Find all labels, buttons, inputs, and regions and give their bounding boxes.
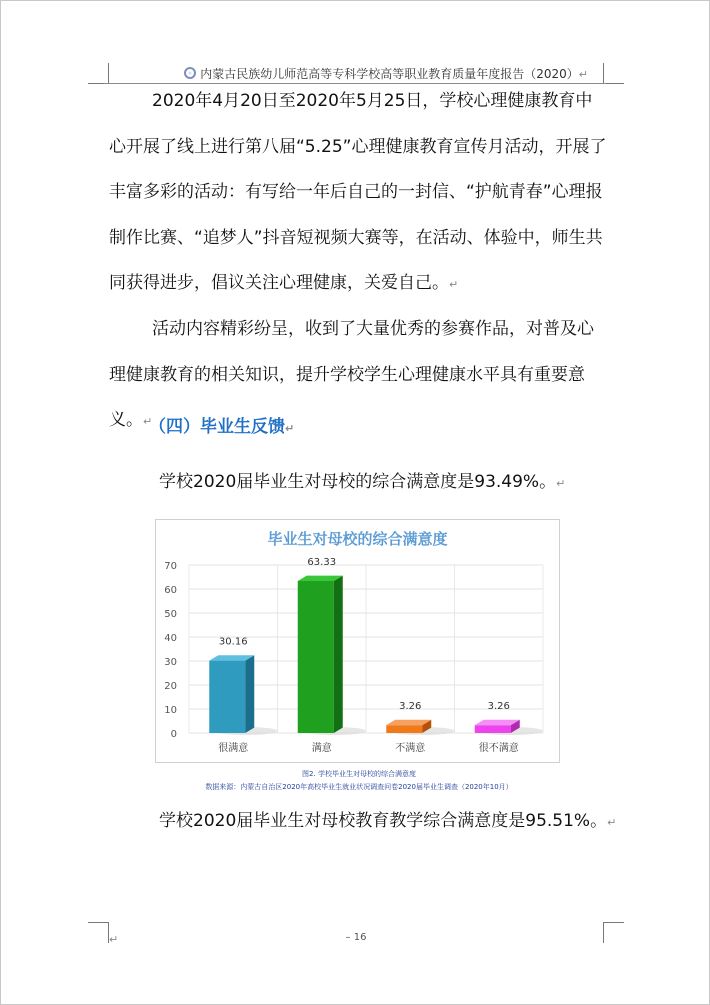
figure-caption: 图2. 学校毕业生对母校的综合满意度 [302,770,416,778]
chart-canvas [156,520,559,762]
paragraph-mark-icon: ↵ [109,933,119,946]
y-tick-label: 70 [164,561,177,572]
paragraph-mark-icon: ↵ [285,422,295,435]
y-tick-label: 20 [164,681,177,692]
y-tick-label: 30 [164,657,177,668]
y-tick-label: 50 [164,609,177,620]
x-tick-label: 满意 [311,743,332,754]
data-label: 30.16 [218,636,248,648]
y-tick-label: 0 [170,729,177,740]
page-number: – 16 [345,932,367,943]
paragraph-teaching-satisfaction-text: 学校2020届毕业生对母校教育教学综合满意度是95.51%。 [159,811,608,831]
paragraph-mark-icon: ↵ [607,816,617,829]
paragraph-teaching-satisfaction [159,806,616,831]
paragraph-satisfaction [159,467,565,492]
y-tick-label: 60 [164,585,177,596]
paragraph-mark-icon: ↵ [556,477,566,490]
bar-side [245,655,254,733]
section-heading-text: （四）毕业生反馈 [149,417,285,437]
x-tick-label: 很不满意 [478,743,519,754]
y-tick-label: 10 [164,705,177,716]
bar-side [334,576,343,733]
paragraph-activity [109,79,609,308]
data-label: 3.26 [487,701,510,713]
figure-source: 数据来源：内蒙古自治区2020年高校毕业生就业状况调查问卷2020届毕业生调查（2020年10月） [205,783,513,791]
bar-3 [386,725,422,733]
paragraph-results-text: 活动内容精彩纷呈，收到了大量优秀的参赛作品，对普及心理健康教育的相关知识，提升学校学生心理健康水平具有重要意义。 [109,319,594,430]
bar-1 [209,661,245,733]
header-title: 内蒙古民族幼儿师范高等专科学校高等职业教育质量年度报告（2020） [200,67,579,81]
paragraph-mark-icon: ↵ [143,415,153,428]
paragraph-activity-text: 2020年4月20日至2020年5月25日，学校心理健康教育中心开展了线上进行第八届“5.25”心理健康教育宣传月活动，开展了丰富多彩的活动：有写给一年后自己的一封信、“护航青春”心理报制作比赛、“追梦人”抖音短视频大赛等，在活动、体验中，师生共同获得进步，倡议关注心理健康，关爱自己。 [109,91,607,293]
bar-4 [475,725,511,733]
data-label: 3.26 [399,701,422,713]
section-heading [149,412,294,437]
school-logo-icon [184,67,196,79]
x-tick-label: 不满意 [395,743,426,754]
chart-title: 毕业生对母校的综合满意度 [267,530,448,548]
paragraph-mark-icon: ↵ [578,68,588,81]
x-tick-label: 很满意 [218,743,249,754]
y-tick-label: 40 [164,633,177,644]
paragraph-satisfaction-text: 学校2020届毕业生对母校的综合满意度是93.49%。 [159,472,557,492]
bar-2 [298,581,334,733]
paragraph-mark-icon: ↵ [449,278,459,291]
satisfaction-chart [155,519,560,763]
data-label: 63.33 [307,557,337,569]
